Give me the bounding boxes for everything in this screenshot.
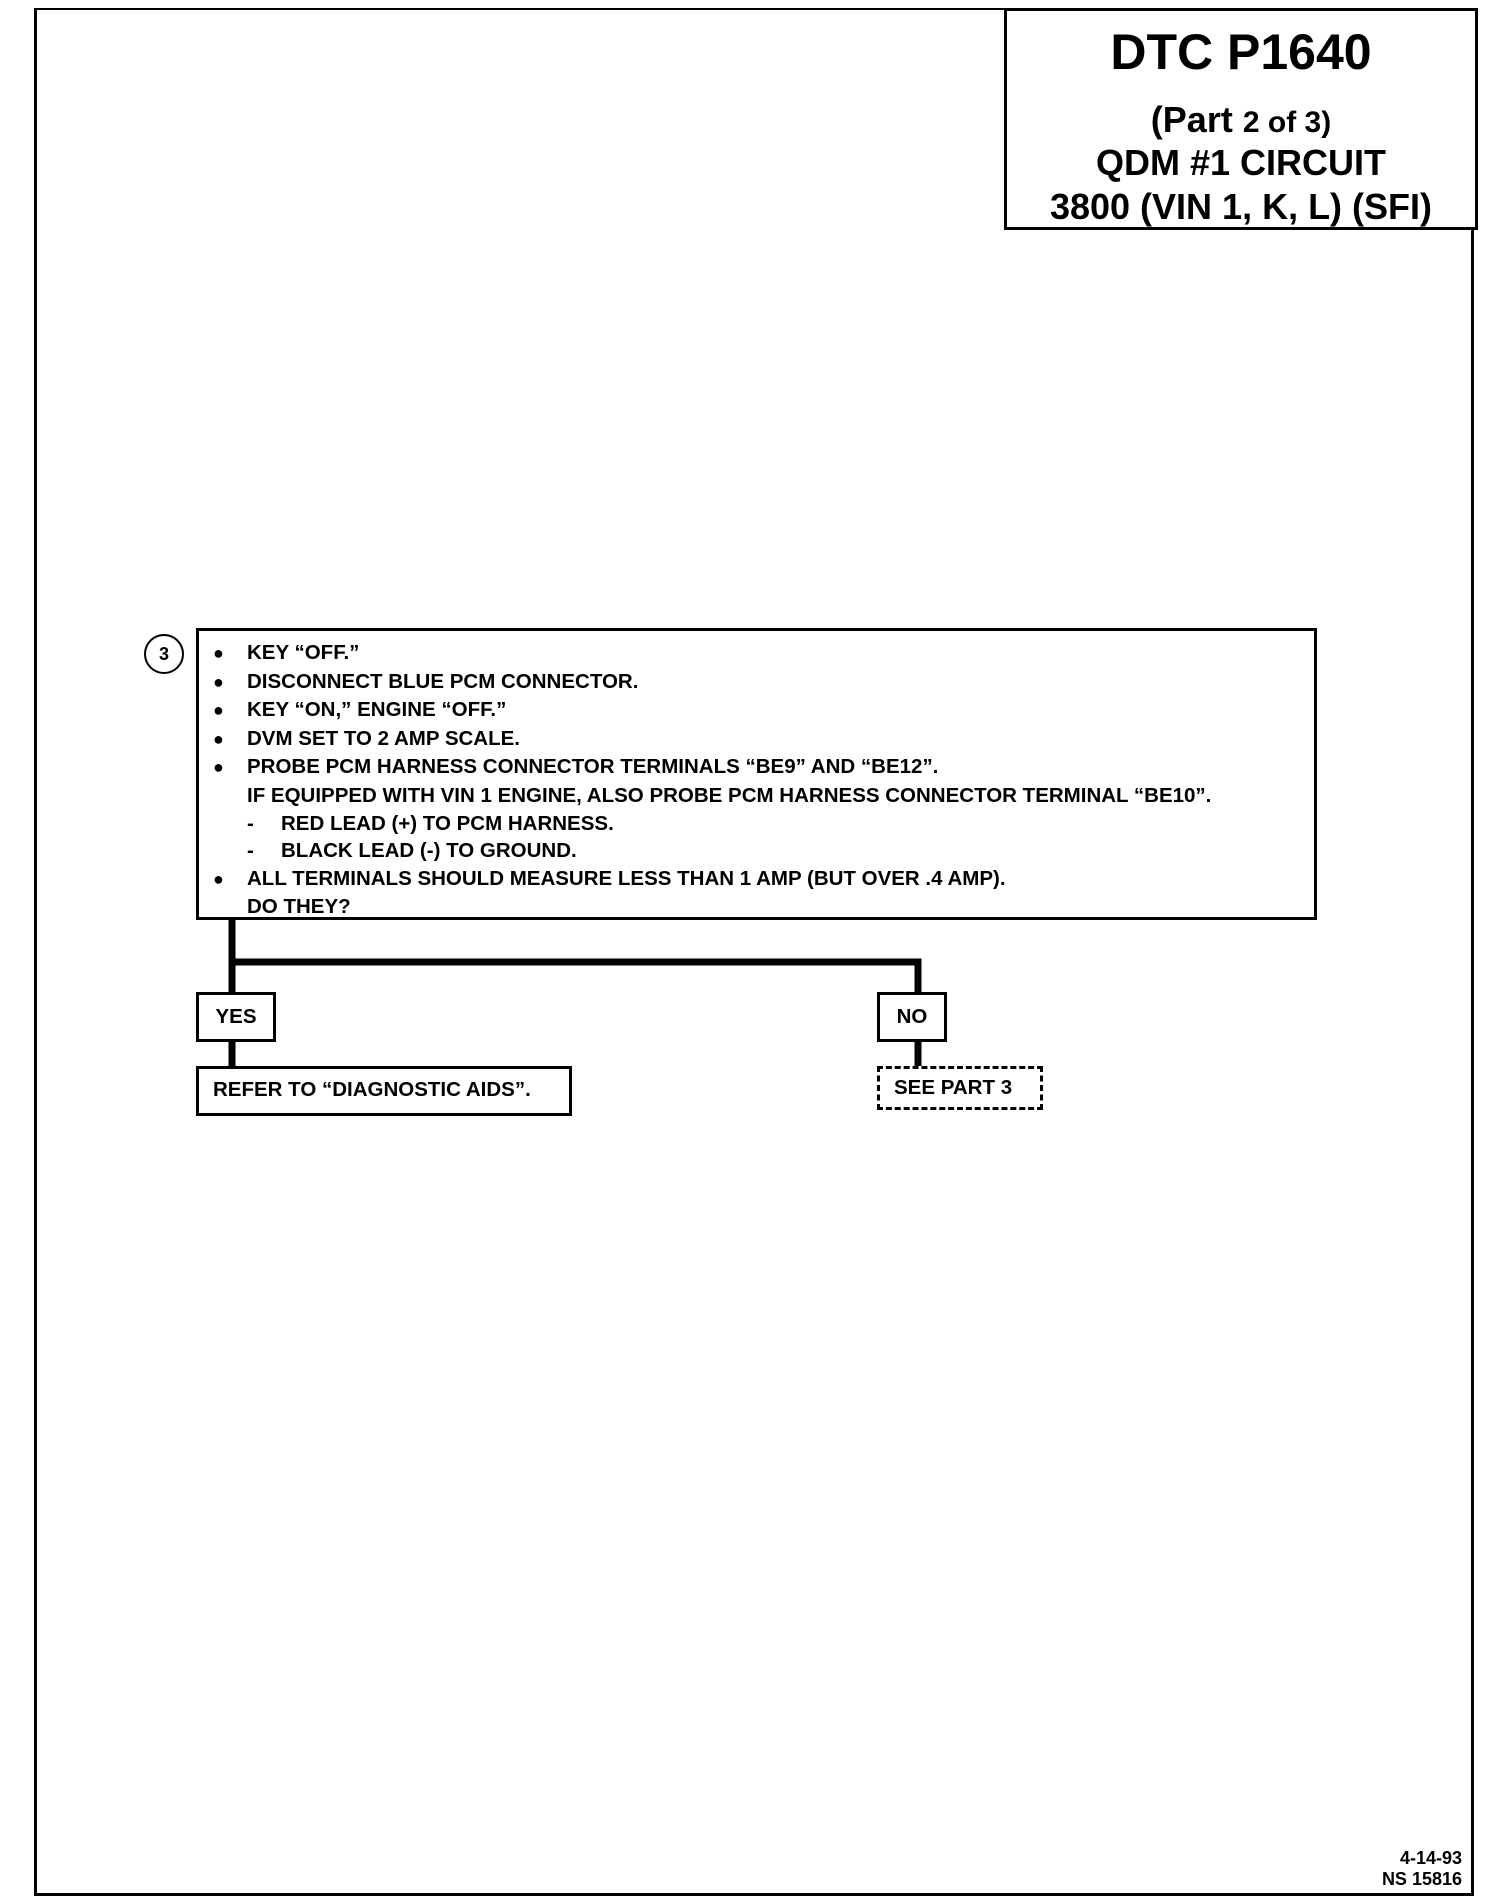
bullet-icon: ●	[213, 868, 224, 889]
part-suffix: 2 of 3)	[1242, 106, 1332, 139]
instruction-text: ALL TERMINALS SHOULD MEASURE LESS THAN 1 AMP (BUT OVER .4 AMP).	[247, 866, 1006, 890]
part-prefix: (Part	[1150, 99, 1233, 140]
dash-icon: -	[247, 839, 254, 863]
footer-code: NS 15816	[1381, 1869, 1462, 1889]
engine-label: 3800 (VIN 1, K, L) (SFI)	[1049, 186, 1433, 227]
instruction-text: BLACK LEAD (-) TO GROUND.	[281, 839, 577, 863]
yes-result-box: REFER TO “DIAGNOSTIC AIDS”.	[196, 1066, 572, 1116]
no-result-box: SEE PART 3	[877, 1066, 1043, 1110]
dtc-title: DTC P1640	[1110, 24, 1372, 80]
instruction-text: KEY “OFF.”	[247, 641, 360, 664]
step-number: 3	[144, 634, 184, 674]
no-decision-box: NO	[877, 992, 947, 1042]
instruction-text: DO THEY?	[247, 895, 351, 919]
bullet-icon: ●	[213, 671, 224, 692]
instruction-text: KEY “ON,” ENGINE “OFF.”	[247, 698, 507, 722]
bullet-icon: ●	[213, 700, 224, 721]
circuit-label: QDM #1 CIRCUIT	[1095, 142, 1387, 183]
yes-decision-box: YES	[196, 992, 276, 1042]
instruction-text: DVM SET TO 2 AMP SCALE.	[247, 726, 520, 750]
footer-date: 4-14-93	[1399, 1848, 1462, 1868]
instruction-text: DISCONNECT BLUE PCM CONNECTOR.	[247, 669, 639, 693]
bullet-icon: ●	[213, 728, 224, 749]
instruction-text: PROBE PCM HARNESS CONNECTOR TERMINALS “BE9” AND “BE12”.	[247, 755, 939, 779]
instruction-text: RED LEAD (+) TO PCM HARNESS.	[281, 811, 614, 835]
bullet-icon: ●	[213, 757, 224, 778]
instruction-text: IF EQUIPPED WITH VIN 1 ENGINE, ALSO PROBE PCM HARNESS CONNECTOR TERMINAL “BE10”.	[247, 783, 1212, 807]
bullet-icon: ●	[213, 643, 224, 663]
footer-info	[1382, 1848, 1462, 1890]
dash-icon: -	[247, 811, 254, 835]
